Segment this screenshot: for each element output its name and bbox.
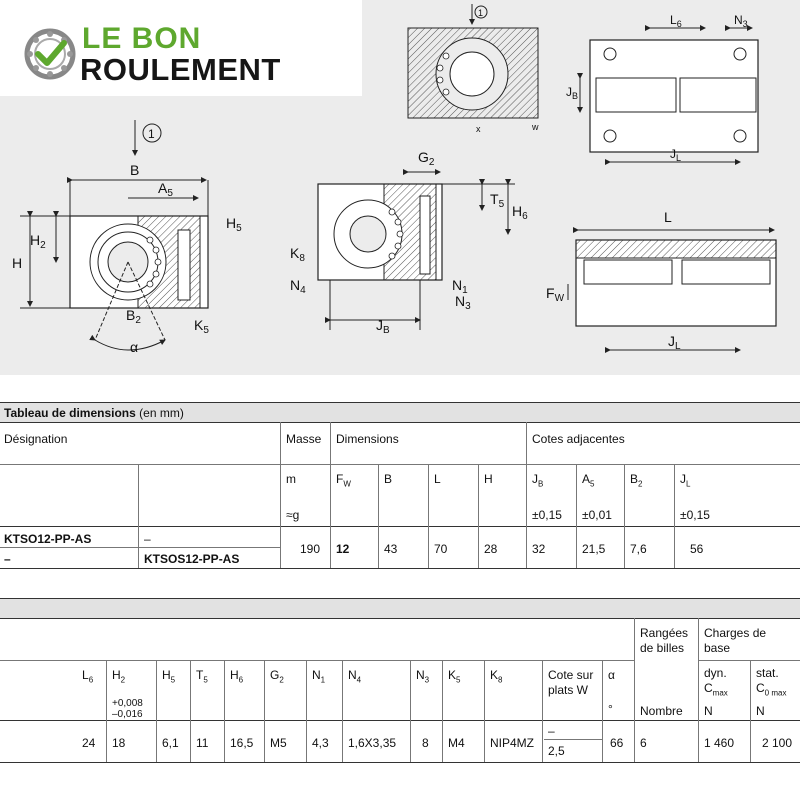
callout-small-label: 1 bbox=[478, 8, 484, 18]
unit-approx-g: ≈g bbox=[286, 508, 300, 522]
value-H2: 18 bbox=[112, 736, 126, 750]
col-N1: $N_1$ bbox=[312, 668, 326, 685]
dim-label-B2: $B_2$ bbox=[126, 307, 141, 326]
plan-view bbox=[580, 28, 758, 162]
side-section-view bbox=[568, 230, 776, 350]
dim-label-N4: $N_4$ bbox=[290, 277, 306, 296]
value-masse: 190 bbox=[300, 542, 321, 556]
open-section-view bbox=[318, 172, 515, 330]
col-FW: $F_W$ bbox=[336, 472, 351, 489]
col-N4: $N_4$ bbox=[348, 668, 362, 685]
col-JB: $J_B$ bbox=[532, 472, 544, 489]
dim-label-G2: $G_2$ bbox=[418, 149, 435, 168]
col-nombre: Nombre bbox=[640, 704, 683, 718]
value-G2: M5 bbox=[270, 736, 287, 750]
col-header-rangees: Rangées de billes bbox=[640, 626, 689, 655]
col-K8: $K_8$ bbox=[490, 668, 503, 685]
dim-label-H2: $H_2$ bbox=[30, 232, 46, 251]
col-alpha: α bbox=[608, 668, 615, 682]
row2-designation-2: KTSOS12-PP-AS bbox=[144, 552, 240, 566]
col-H2: $H_2$ bbox=[112, 668, 126, 685]
col-header-cotes: Cotes adjacentes bbox=[532, 432, 625, 446]
tol-JL: ±0,15 bbox=[680, 508, 710, 522]
value-T5: 11 bbox=[196, 736, 209, 750]
col-L: L bbox=[434, 472, 441, 486]
dim-label-N3-plan: $N_3$ bbox=[734, 13, 748, 29]
dim-label-N3: $N_3$ bbox=[455, 293, 471, 312]
dim-label-L6: $L_6$ bbox=[670, 13, 682, 29]
col-header-designation: Désignation bbox=[4, 432, 68, 446]
value-B: 43 bbox=[384, 542, 398, 556]
dim-label-JB: $J_B$ bbox=[376, 317, 390, 336]
col-H5: $H_5$ bbox=[162, 668, 176, 685]
dimension-table bbox=[0, 402, 800, 572]
value-K8: NIP4MZ bbox=[490, 736, 535, 750]
value-alpha: 66 bbox=[610, 736, 624, 750]
value-JL: 56 bbox=[690, 542, 704, 556]
dim-label-B: B bbox=[130, 162, 140, 178]
dim-label-A5: $A_5$ bbox=[158, 180, 173, 199]
value-N4: 1,6X3,35 bbox=[348, 736, 397, 750]
value-H: 28 bbox=[484, 542, 498, 556]
tol-JB: ±0,15 bbox=[532, 508, 562, 522]
dim-label-H: H bbox=[12, 255, 23, 271]
dim-label-K5: $K_5$ bbox=[194, 317, 209, 336]
value-B2: 7,6 bbox=[630, 542, 647, 556]
callout-label: 1 bbox=[148, 127, 155, 141]
complementary-table bbox=[0, 598, 800, 798]
col-K5: $K_5$ bbox=[448, 668, 461, 685]
logo-text-top: LE BON bbox=[82, 22, 202, 55]
dim-label-H6: $H_6$ bbox=[512, 203, 528, 222]
dim-label-K8: $K_8$ bbox=[290, 245, 305, 264]
dim-label-L: L bbox=[664, 209, 672, 225]
col-H: H bbox=[484, 472, 493, 486]
dim-label-N1: $N_1$ bbox=[452, 277, 468, 296]
row2-designation-1: – bbox=[4, 552, 11, 566]
col-A5: $A_5$ bbox=[582, 472, 595, 489]
dim-label-alpha: α bbox=[130, 339, 139, 355]
dim-label-JB-plan: $J_B$ bbox=[566, 85, 579, 101]
col-H6: $H_6$ bbox=[230, 668, 244, 685]
value-A5: 21,5 bbox=[582, 542, 606, 556]
value-W2: 2,5 bbox=[548, 744, 565, 758]
tol-H2-minus: –0,016 bbox=[112, 709, 143, 720]
value-L6: 24 bbox=[82, 736, 96, 750]
col-B: B bbox=[384, 472, 393, 486]
value-H5: 6,1 bbox=[162, 736, 179, 750]
dim-label-JL-plan: $J_L$ bbox=[670, 147, 682, 163]
value-JB: 32 bbox=[532, 542, 546, 556]
axis-label-x: x bbox=[476, 124, 481, 134]
col-header-charges: Charges de base bbox=[704, 626, 767, 655]
logo-text-bottom: ROULEMENT bbox=[80, 52, 281, 87]
dim-label-FW: $F_W$ bbox=[546, 285, 565, 304]
value-N1: 4,3 bbox=[312, 736, 329, 750]
value-H6: 16,5 bbox=[230, 736, 254, 750]
value-dyn: 1 460 bbox=[704, 736, 735, 750]
col-N3: $N_3$ bbox=[416, 668, 430, 685]
tol-A5: ±0,01 bbox=[582, 508, 612, 522]
col-B2: $B_2$ bbox=[630, 472, 643, 489]
dim-label-JL: $J_L$ bbox=[668, 333, 681, 352]
value-N3: 8 bbox=[422, 736, 429, 750]
value-L: 70 bbox=[434, 542, 448, 556]
col-L6: $L_6$ bbox=[82, 668, 94, 685]
axis-label-w: w bbox=[532, 122, 539, 132]
value-nombre: 6 bbox=[640, 736, 647, 750]
unit-m: m bbox=[286, 472, 296, 486]
unit-N-stat: N bbox=[756, 704, 765, 718]
front-section-view bbox=[20, 120, 208, 350]
dim-label-H5: $H_5$ bbox=[226, 215, 242, 234]
value-K5: M4 bbox=[448, 736, 465, 750]
unit-degree: ° bbox=[608, 702, 613, 716]
col-header-dimensions: Dimensions bbox=[336, 432, 399, 446]
col-dyn: dyn. $C_{max}$ bbox=[704, 666, 728, 698]
dim-label-T5: $T_5$ bbox=[490, 191, 505, 210]
col-stat: stat. $C_{0 max}$ bbox=[756, 666, 787, 698]
table-title: Tableau de dimensions (en mm) bbox=[4, 406, 184, 420]
value-FW: 12 bbox=[336, 542, 350, 556]
col-cote-surplats: Cote sur plats W bbox=[548, 668, 594, 697]
table2-title-bar bbox=[0, 598, 800, 618]
row1-designation-2: – bbox=[144, 532, 151, 546]
row1-designation-1: KTSO12-PP-AS bbox=[4, 532, 92, 546]
value-stat: 2 100 bbox=[762, 736, 793, 750]
col-G2: $G_2$ bbox=[270, 668, 284, 685]
tol-H2-plus: +0,008 bbox=[112, 698, 143, 709]
top-section-view bbox=[408, 4, 538, 118]
col-header-masse: Masse bbox=[286, 432, 322, 446]
value-W1: – bbox=[548, 724, 555, 738]
col-JL: $J_L$ bbox=[680, 472, 691, 489]
col-T5: $T_5$ bbox=[196, 668, 208, 685]
drawings-svg bbox=[0, 0, 800, 375]
unit-N-dyn: N bbox=[704, 704, 713, 718]
